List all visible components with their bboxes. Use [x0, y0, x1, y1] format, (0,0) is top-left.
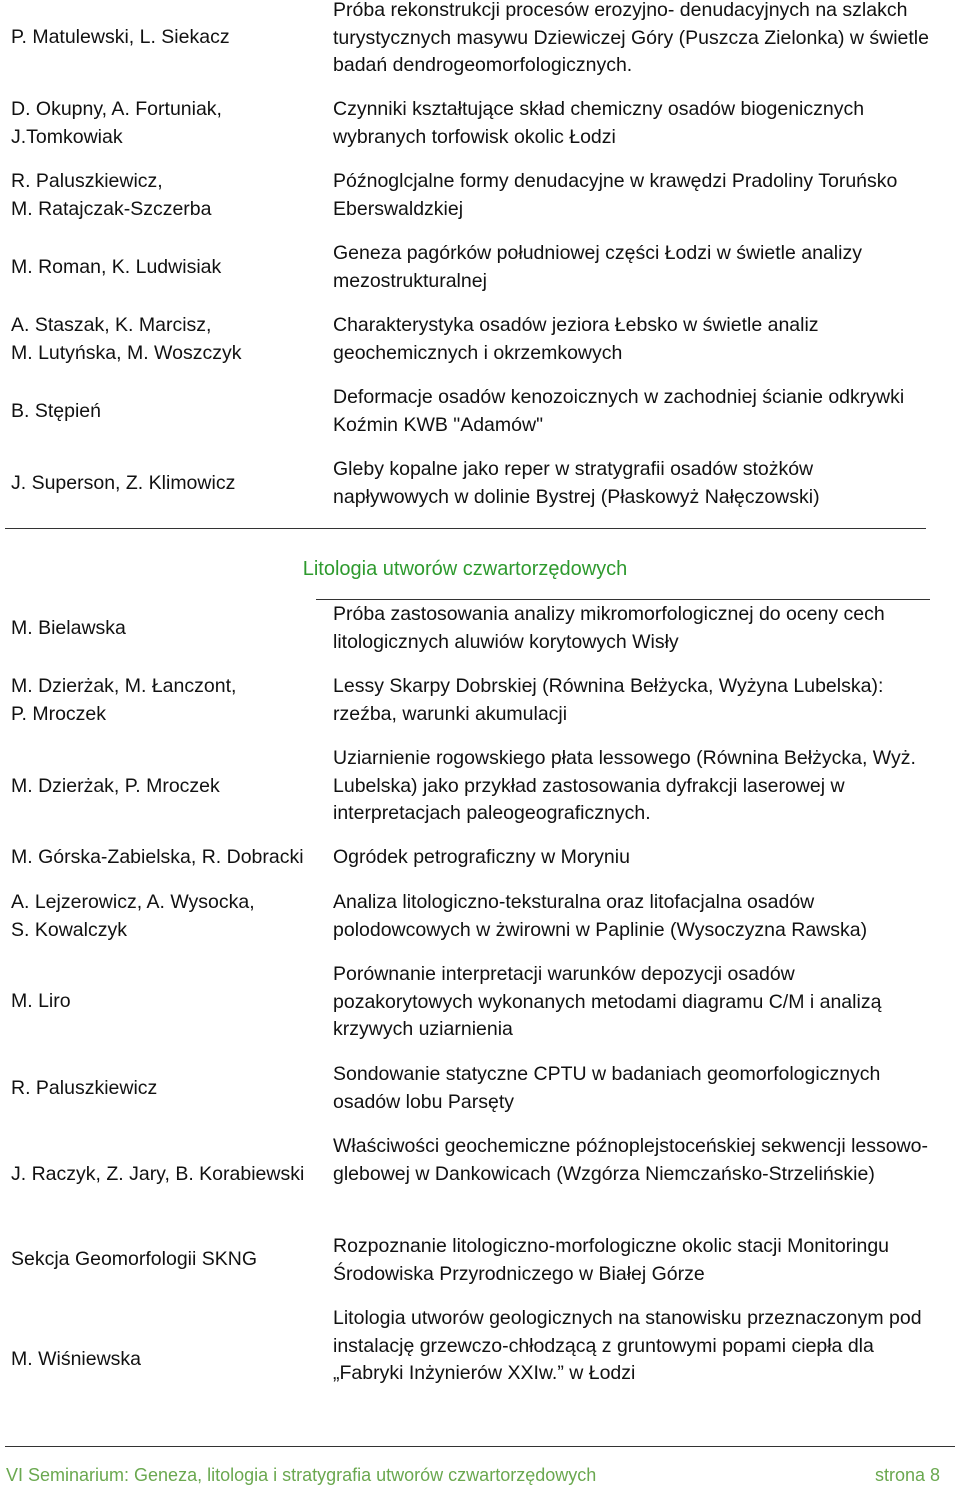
entry-authors: M. Dzierżak, M. Łanczont, P. Mroczek: [11, 675, 237, 725]
entry-title: Próba zastosowania analizy mikromorfologicznej do oceny cech litologicznych aluwiów korytowych Wisły: [333, 603, 885, 653]
entry-title: Charakterystyka osadów jeziora Łebsko w świetle analiz geochemicznych i okrzemkowych: [333, 314, 819, 364]
entry-authors: M. Wiśniewska: [11, 1348, 142, 1370]
entry-authors: B. Stępień: [11, 400, 101, 422]
section-divider: [5, 528, 926, 529]
entry-authors: J. Raczyk, Z. Jary, B. Korabiewski: [11, 1163, 305, 1185]
entry-authors: M. Dzierżak, P. Mroczek: [11, 775, 220, 797]
entry-title: Deformacje osadów kenozoicznych w zachodniej ścianie odkrywki Koźmin KWB "Adamów": [333, 386, 905, 436]
entry-authors: M. Górska-Zabielska, R. Dobracki: [11, 846, 304, 868]
page-number: strona 8: [874, 1465, 940, 1485]
entry-authors: A. Staszak, K. Marcisz, M. Lutyńska, M. Woszczyk: [11, 314, 242, 364]
entry-title: Sondowanie statyczne CPTU w badaniach geomorfologicznych osadów lobu Parsęty: [333, 1063, 881, 1113]
entry-title: Uziarnienie rogowskiego płata lessowego (Równina Bełżycka, Wyż. Lubelska) jako przykład zastosowania dyfrakcji laserowej w interpretacjach paleogeograficznych.: [333, 747, 916, 824]
entry-authors: M. Bielawska: [11, 617, 126, 639]
footer-divider: [5, 1446, 955, 1447]
entry-title: Ogródek petrograficzny w Moryniu: [333, 846, 630, 868]
entry-authors: M. Liro: [11, 990, 71, 1012]
entry-title: Rozpoznanie litologiczno-morfologiczne okolic stacji Monitoringu Środowiska Przyrodniczego w Białej Górze: [333, 1235, 890, 1285]
entry-authors: P. Matulewski, L. Siekacz: [11, 26, 230, 48]
entry-authors: J. Superson, Z. Klimowicz: [11, 472, 236, 494]
entry-title: Lessy Skarpy Dobrskiej (Równina Bełżycka, Wyżyna Lubelska): rzeźba, warunki akumulacji: [333, 675, 884, 725]
entry-authors: D. Okupny, A. Fortuniak, J.Tomkowiak: [11, 98, 222, 148]
entry-title: Właściwości geochemiczne późnoplejstoceńskiej sekwencji lessowo-glebowej w Dankowicach (Wzgórza Niemczańsko-Strzelińskie): [333, 1135, 929, 1185]
entry-authors: A. Lejzerowicz, A. Wysocka, S. Kowalczyk: [11, 891, 255, 941]
entry-authors: R. Paluszkiewicz, M. Ratajczak-Szczerba: [11, 170, 212, 220]
entry-title: Litologia utworów geologicznych na stanowisku przeznaczonym pod instalację grzewczo-chłodzącą z gruntowymi popami ciepła dla „Fabryki Inżynierów XXIw.” w Łodzi: [333, 1307, 922, 1384]
entry-title: Późnoglcjalne formy denudacyjne w krawędzi Pradoliny Toruńsko Eberswaldzkiej: [333, 170, 898, 220]
entry-title: Gleby kopalne jako reper w stratygrafii osadów stożków napływowych w dolinie Bystrej (Płaskowyż Nałęczowski): [333, 458, 820, 508]
heading-underline: [316, 599, 930, 600]
entry-title: Geneza pagórków południowej części Łodzi w świetle analizy mezostrukturalnej: [333, 242, 862, 292]
entry-title: Próba rekonstrukcji procesów erozyjno- denudacyjnych na szlakch turystycznych masywu Dziewiczej Góry (Puszcza Zielonka) w świetle badań dendrogeomorfologicznych.: [333, 0, 929, 76]
footer-text: VI Seminarium: Geneza, litologia i stratygrafia utworów czwartorzędowych: [6, 1465, 597, 1485]
entry-title: Czynniki kształtujące skład chemiczny osadów biogenicznych wybranych torfowisk okolic Łodzi: [333, 98, 865, 148]
section-heading: Litologia utworów czwartorzędowych: [302, 558, 628, 580]
entry-authors: M. Roman, K. Ludwisiak: [11, 256, 222, 278]
entry-authors: R. Paluszkiewicz: [11, 1077, 158, 1099]
entry-title: Porównanie interpretacji warunków depozycji osadów pozakorytowych wykonanych metodami diagramu C/M i analizą krzywych uziarnienia: [333, 963, 882, 1040]
entry-title: Analiza litologiczno-teksturalna oraz litofacjalna osadów polodowcowych w żwirowni w Paplinie (Wysoczyzna Rawska): [333, 891, 868, 941]
entry-authors: Sekcja Geomorfologii SKNG: [11, 1248, 258, 1270]
page-footer: [6, 1463, 940, 1487]
